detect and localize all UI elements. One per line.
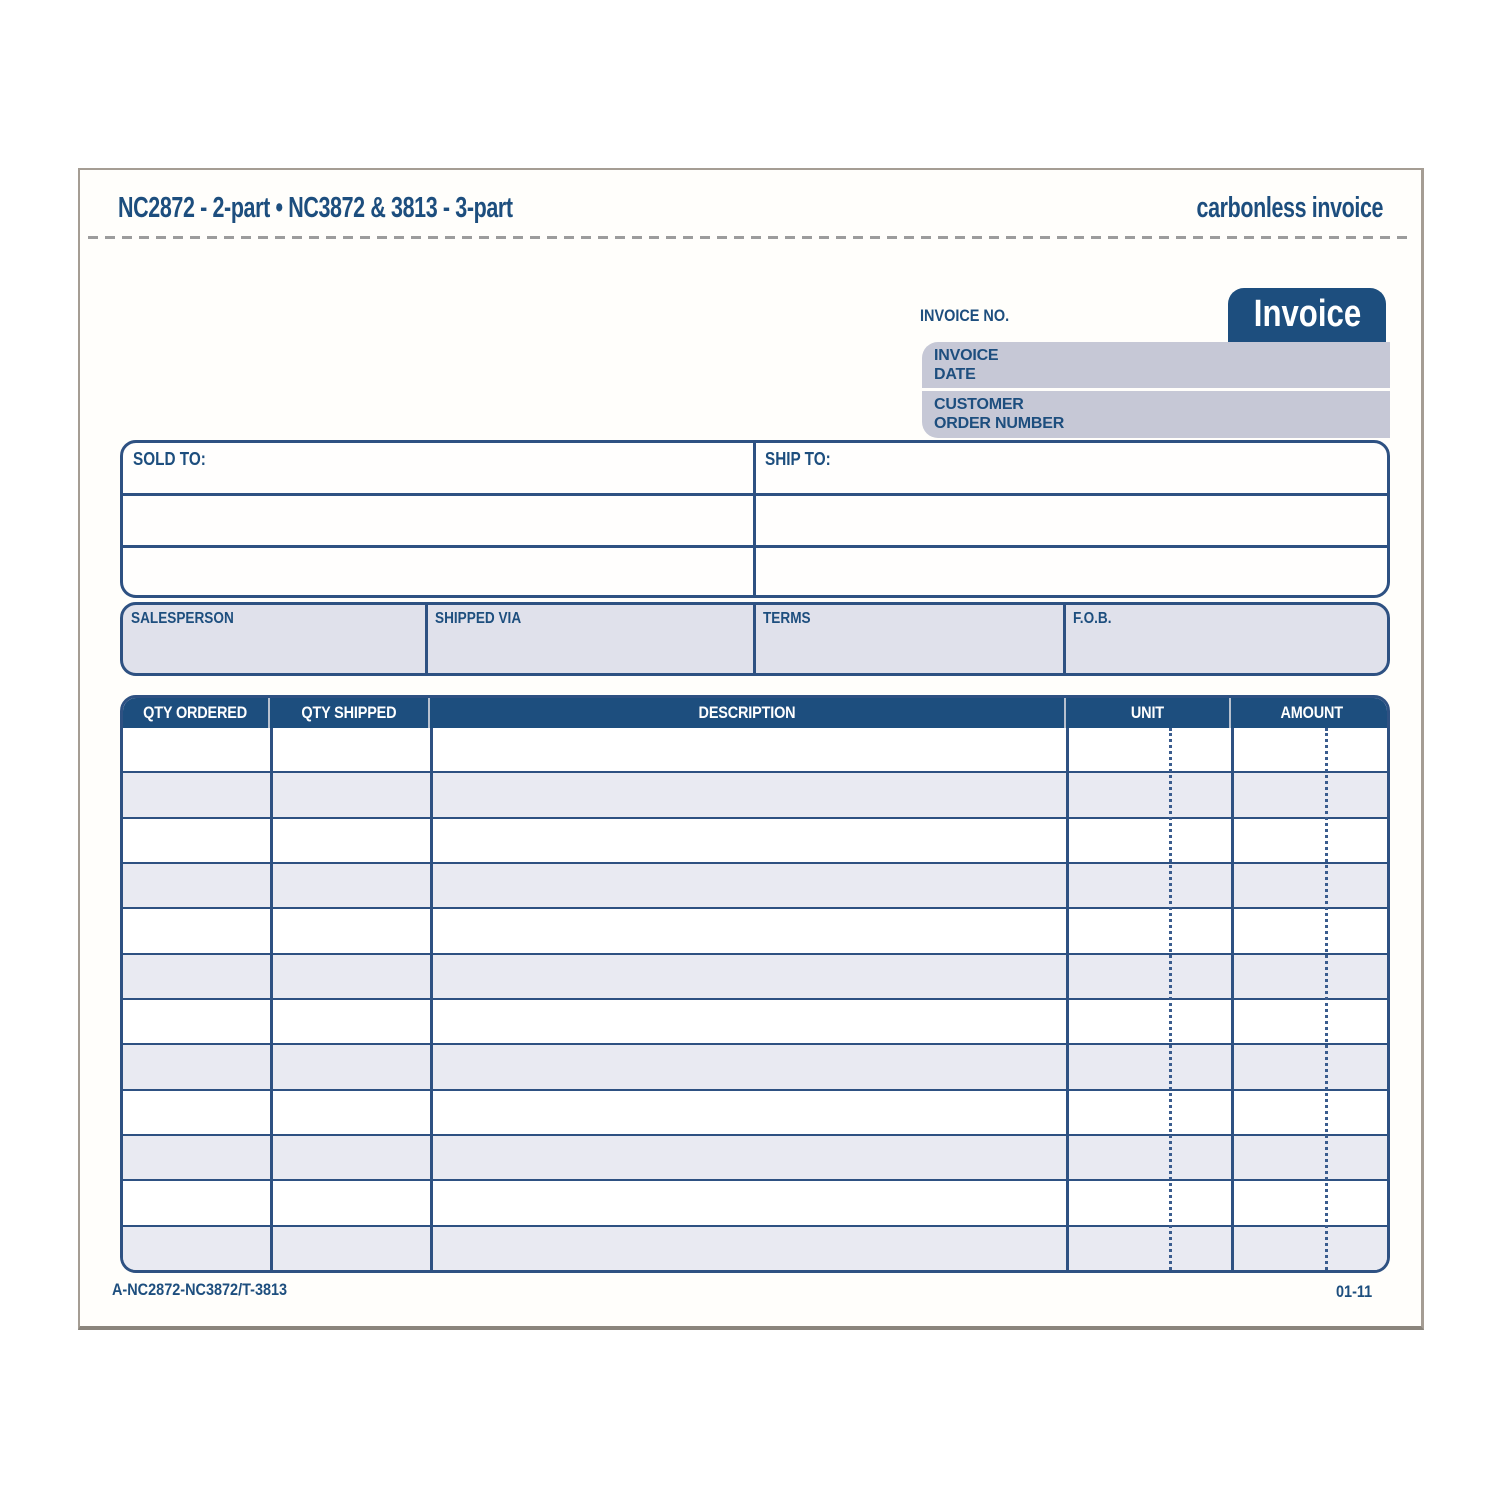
table-row bbox=[123, 907, 1387, 952]
footer-form-code: A-NC2872-NC3872/T-3813 bbox=[112, 1280, 288, 1299]
meta-divider-1 bbox=[425, 605, 428, 673]
table-row bbox=[123, 953, 1387, 998]
column-header-qty-ordered: QTY ORDERED bbox=[123, 698, 270, 728]
meta-box bbox=[120, 602, 1390, 676]
invoice-date-label-line1: INVOICE bbox=[934, 347, 999, 364]
table-row bbox=[123, 1134, 1387, 1179]
invoice-number-label: INVOICE NO. bbox=[920, 306, 1010, 325]
invoice-date-field bbox=[922, 342, 1390, 388]
meta-divider-2 bbox=[753, 605, 756, 673]
items-table-header bbox=[123, 698, 1387, 728]
column-header-amount: AMOUNT bbox=[1280, 703, 1344, 722]
table-column-line-1 bbox=[270, 728, 273, 1270]
address-box bbox=[120, 440, 1390, 598]
column-header-qty-shipped: QTY SHIPPED bbox=[270, 698, 430, 728]
ship-to-label: SHIP TO: bbox=[765, 449, 831, 469]
form-type-title: carbonless invoice bbox=[1196, 192, 1383, 224]
items-table bbox=[120, 695, 1390, 1273]
table-row bbox=[123, 1225, 1387, 1270]
table-row bbox=[123, 817, 1387, 862]
footer-revision-code: 01-11 bbox=[1336, 1282, 1373, 1301]
invoice-badge: Invoice bbox=[1228, 288, 1386, 342]
customer-order-label-line1: CUSTOMER bbox=[934, 396, 1024, 413]
perforation-line bbox=[88, 236, 1413, 239]
salesperson-label: SALESPERSON bbox=[131, 610, 234, 627]
customer-order-number-field bbox=[922, 391, 1390, 438]
invoice-form-sheet bbox=[78, 168, 1424, 1330]
items-table-body bbox=[123, 728, 1387, 1270]
meta-divider-3 bbox=[1063, 605, 1066, 673]
fob-label: F.O.B. bbox=[1073, 610, 1112, 627]
amount-cents-dotted-line bbox=[1325, 728, 1328, 1270]
customer-order-label-line2: ORDER NUMBER bbox=[934, 415, 1065, 432]
address-row-line-2 bbox=[123, 545, 1387, 548]
form-part-numbers: NC2872 - 2-part • NC3872 & 3813 - 3-part bbox=[118, 192, 513, 224]
table-row bbox=[123, 998, 1387, 1043]
table-row bbox=[123, 1089, 1387, 1134]
table-column-line-2 bbox=[430, 728, 433, 1270]
unit-cents-dotted-line bbox=[1169, 728, 1172, 1270]
table-row bbox=[123, 771, 1387, 816]
table-row bbox=[123, 728, 1387, 771]
table-row bbox=[123, 862, 1387, 907]
invoice-date-label-line2: DATE bbox=[934, 366, 976, 383]
table-row bbox=[123, 1043, 1387, 1088]
table-column-line-3 bbox=[1066, 728, 1069, 1270]
table-column-line-4 bbox=[1231, 728, 1234, 1270]
sold-to-label: SOLD TO: bbox=[133, 449, 206, 469]
terms-label: TERMS bbox=[763, 610, 811, 627]
address-row-line-1 bbox=[123, 493, 1387, 496]
column-header-description: DESCRIPTION bbox=[430, 698, 1066, 728]
invoice-meta-band bbox=[922, 342, 1390, 438]
shipped-via-label: SHIPPED VIA bbox=[435, 610, 522, 627]
column-header-unit: UNIT bbox=[1066, 698, 1231, 728]
address-column-divider bbox=[753, 443, 756, 595]
table-row bbox=[123, 1179, 1387, 1224]
